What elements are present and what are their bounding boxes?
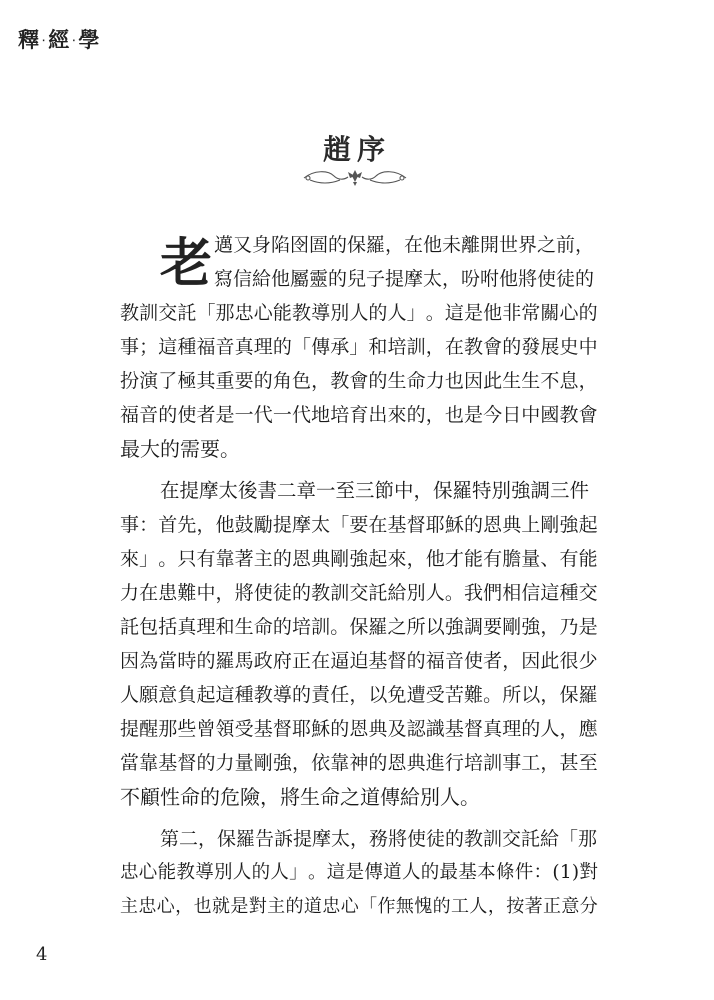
text-line: 福 音 的 使 者 是 一 代 一 代 地 培 育 出 來 的 ， 也 是 今 日 中 國 教 會 — [120, 404, 598, 426]
text-line: 不顧性命的危險，將生命之道傳給別人。 — [120, 785, 480, 809]
text-line: 邁又身陷囹圄的保羅，在他未離開世界之前， — [214, 234, 595, 256]
text-line: 忠 心 能 教 導 別 人 的 人 」 。 這 是 傳 道 人 的 最 基 本 條 件 ： ( 1 ) 對 — [120, 862, 598, 883]
header-char-3: 學 — [78, 27, 101, 52]
text-line: 人 願 意 負 起 這 種 教 導 的 責 任 ， 以 免 遭 受 苦 難 。 所 以 ， 保 羅 — [120, 684, 598, 706]
text-line: 當 靠 基 督 的 力 量 剛 強 ， 依 靠 神 的 恩 典 進 行 培 訓 事 工 ， 甚 至 — [120, 752, 598, 774]
header-separator: ‧ — [72, 36, 77, 47]
text-line: 扮 演 了 極 其 重 要 的 角 色 ， 教 會 的 生 命 力 也 因 此 生 生 不 息 ， — [120, 370, 598, 392]
text-line: 因 為 當 時 的 羅 馬 政 府 正 在 逼 迫 基 督 的 福 音 使 者 ， 因 此 很 少 — [120, 650, 598, 672]
text-line: 寫信給他屬靈的兒子提摩太，吩咐他將使徒的 — [214, 268, 595, 290]
text-line: 力 在 患 難 中 ， 將 使 徒 的 教 訓 交 託 給 別 人 。 我 們 相 信 這 種 交 — [120, 582, 598, 604]
page-title: 趙序 — [322, 133, 391, 166]
text-line: 事 ： 首 先 ， 他 鼓 勵 提 摩 太 「 要 在 基 督 耶 穌 的 恩 典 上 剛 強 起 — [120, 514, 598, 536]
drop-cap: 老 — [160, 233, 213, 294]
ornament-divider — [300, 166, 410, 188]
header-char-2: 經 — [48, 27, 71, 52]
text-line: 在提摩太後書二章一至三節中，保羅特別強調三件 — [160, 479, 590, 502]
text-line: 最大的需要。 — [120, 437, 240, 461]
text-line: 主 忠 心 ， 也 就 是 對 主 的 道 忠 心 「 作 無 愧 的 工 人 ， 按 著 正 意 分 — [120, 896, 598, 917]
header-separator: ‧ — [42, 36, 47, 47]
header-char-1: 釋 — [18, 27, 40, 52]
text-line: 託 包 括 真 理 和 生 命 的 培 訓 。 保 羅 之 所 以 強 調 要 剛 強 ， 乃 是 — [120, 616, 598, 638]
text-line: 第二，保羅告訴提摩太，務將使徒的教訓交託給「那 — [160, 828, 598, 850]
running-header — [18, 24, 100, 54]
text-line: 提 醒 那 些 曾 領 受 基 督 耶 穌 的 恩 典 及 認 識 基 督 真 理 的 人 ， 應 — [120, 718, 598, 740]
text-line: 事 ； 這 種 福 音 真 理 的 「 傳 承 」 和 培 訓 ， 在 教 會 的 發 展 史 中 — [120, 336, 598, 358]
text-line: 教 訓 交 託 「 那 忠 心 能 教 導 別 人 的 人 」 。 這 是 他 非 常 關 心 的 — [120, 302, 598, 324]
page-number: 4 — [36, 944, 48, 965]
text-line: 來 」 。 只 有 靠 著 主 的 恩 典 剛 強 起 來 ， 他 才 能 有 膽 量 、 有 能 — [120, 548, 598, 570]
